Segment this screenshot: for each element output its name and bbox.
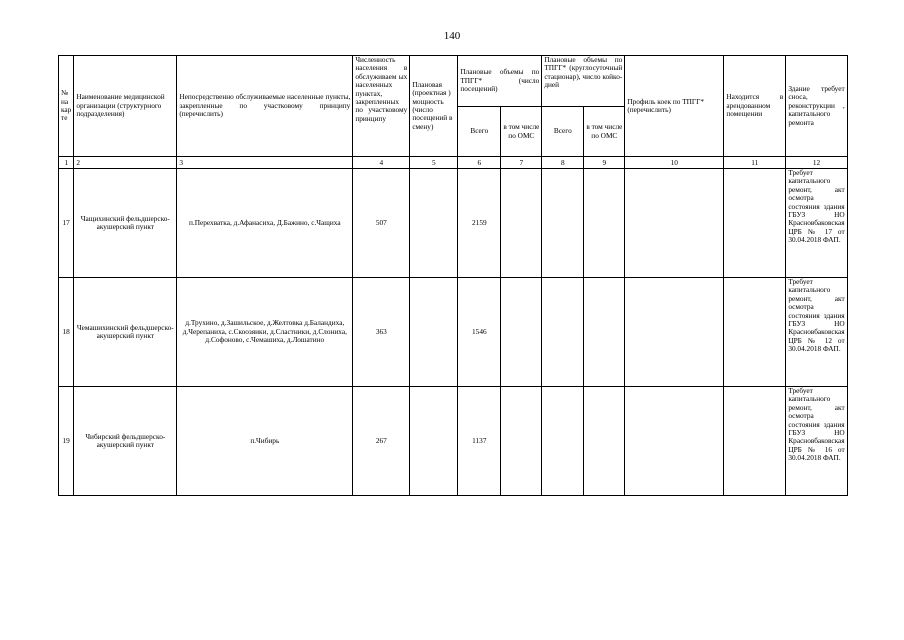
row-visits-total: 2159	[458, 169, 501, 278]
column-number: 9	[584, 157, 625, 169]
row-capacity	[410, 278, 458, 387]
row-beddays-total	[542, 278, 584, 387]
header-inpatient: Плановые объемы по ТПГГ* (круглосуточный стационар), число койко-дней	[542, 56, 625, 107]
row-beddays-oms	[584, 169, 625, 278]
header-building: Здание требует сноса, реконструкции , капитального ремонта	[786, 56, 847, 157]
column-number-row	[59, 157, 848, 169]
header-population: Численность населения в обслуживаем ых населенных пунктах, закрепленных по участковому принципу	[353, 56, 410, 157]
row-num: 19	[59, 387, 74, 496]
row-beddays-total	[542, 169, 584, 278]
column-number: 12	[786, 157, 847, 169]
row-visits-total: 1137	[458, 387, 501, 496]
column-number: 4	[353, 157, 410, 169]
header-outpatient: Плановые объемы по ТПГГ* (число посещений)	[458, 56, 542, 107]
row-num: 18	[59, 278, 74, 387]
header-row	[59, 56, 848, 107]
row-rented	[724, 387, 786, 496]
header-beddays-oms: в том числе по ОМС	[584, 107, 625, 157]
row-beddays-oms	[584, 278, 625, 387]
column-number: 6	[458, 157, 501, 169]
row-beds	[625, 278, 724, 387]
row-population: 267	[353, 387, 410, 496]
medical-facilities-table	[58, 55, 848, 496]
row-visits-oms	[501, 169, 542, 278]
page-number: 140	[443, 30, 461, 42]
row-population: 507	[353, 169, 410, 278]
row-visits-total: 1546	[458, 278, 501, 387]
row-points: д.Трухино, д.Зашильское, д.Желтовка д.Баландиха, д.Черепаниха, с.Скоозяики, д.Сластники, д.Слониха, д.Софоново, с.Чемашиха, д.Лошатино	[177, 278, 353, 387]
header-rented: Находится в арендованном помещении	[724, 56, 786, 157]
row-building: Требует капитального ремонт, акт осмотра состояния здания ГБУЗ НО Красновбаковская ЦРБ № 17 от 30.04.2018 ФАП.	[786, 169, 847, 278]
row-points: п.Перехватка, д.Афанасиха, Д.Бажино, с.Чащиха	[177, 169, 353, 278]
row-capacity	[410, 169, 458, 278]
table-row	[59, 169, 848, 278]
row-visits-oms	[501, 387, 542, 496]
header-beds: Профиль коек по ТПГГ* (перечислить)	[625, 56, 724, 157]
row-capacity	[410, 387, 458, 496]
row-beds	[625, 169, 724, 278]
row-rented	[724, 169, 786, 278]
row-org: Чибирский фельдшерско-акушерский пункт	[74, 387, 177, 496]
column-number: 7	[501, 157, 542, 169]
column-number: 2	[74, 157, 177, 169]
column-number: 11	[724, 157, 786, 169]
row-population: 363	[353, 278, 410, 387]
row-beddays-oms	[584, 387, 625, 496]
column-number: 10	[625, 157, 724, 169]
table-row	[59, 278, 848, 387]
header-points: Непосредственно обслуживаемые населенные пункты, закрепленные по участковому принципу (перечислить)	[177, 56, 353, 157]
row-num: 17	[59, 169, 74, 278]
row-building: Требует капитального ремонт, акт осмотра состояния здания ГБУЗ НО Красновбаковская ЦРБ № 16 от 30.04.2018 ФАП.	[786, 387, 847, 496]
row-visits-oms	[501, 278, 542, 387]
row-beddays-total	[542, 387, 584, 496]
row-org: Чащихинский фельдшерско-акушерский пункт	[74, 169, 177, 278]
column-number: 1	[59, 157, 74, 169]
header-org: Наименование медицинской организации (структурного подразделения)	[74, 56, 177, 157]
table-row	[59, 387, 848, 496]
column-number: 5	[410, 157, 458, 169]
row-points: п.Чибирь	[177, 387, 353, 496]
header-capacity: Плановая (проектная ) мощность (число посещений в смену)	[410, 56, 458, 157]
column-number: 8	[542, 157, 584, 169]
header-beddays-total: Всего	[542, 107, 584, 157]
row-org: Чемашихинский фельдшерско-акушерский пункт	[74, 278, 177, 387]
row-building: Требует капитального ремонт, акт осмотра состояния здания ГБУЗ НО Красновбаковская ЦРБ № 12 от 30.04.2018 ФАП.	[786, 278, 847, 387]
row-beds	[625, 387, 724, 496]
header-num: № на кар те	[59, 56, 74, 157]
column-number: 3	[177, 157, 353, 169]
row-rented	[724, 278, 786, 387]
header-visits-total: Всего	[458, 107, 501, 157]
header-visits-oms: в том числе по ОМС	[501, 107, 542, 157]
